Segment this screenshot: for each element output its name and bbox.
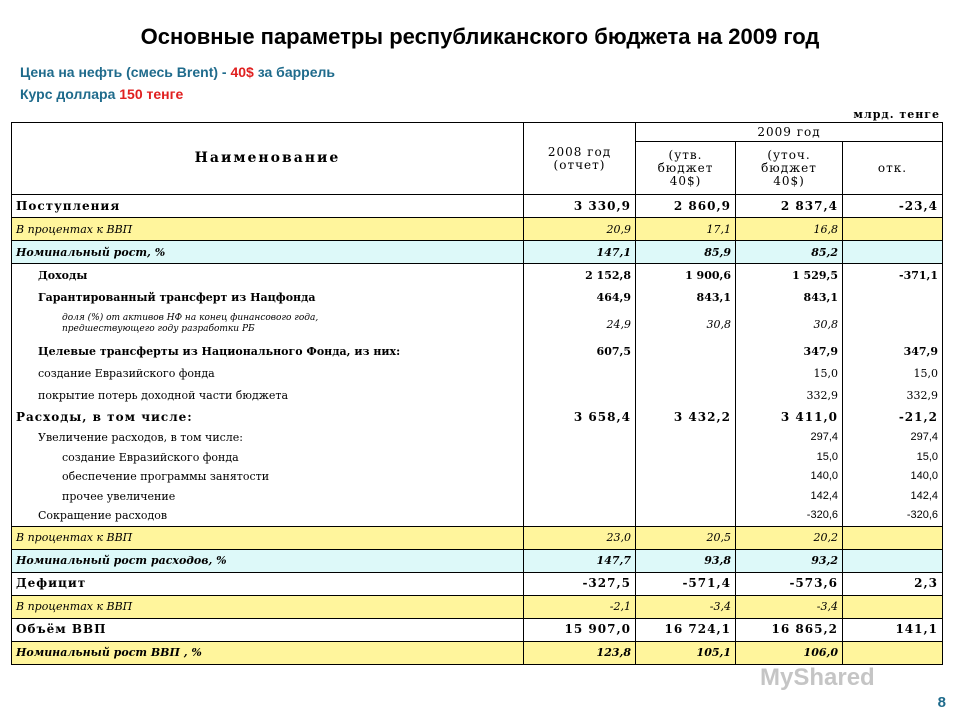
- table-row: Номинальный рост ВВП , % 123,8 105,1 106,0: [12, 641, 943, 664]
- watermark-logo: MyShared: [760, 664, 875, 691]
- header-revised: [736, 142, 843, 195]
- table-row: Объём ВВП 15 907,0 16 724,1 16 865,2 141,1: [12, 618, 943, 641]
- header-revised-l1: (уточ.: [767, 147, 811, 162]
- table-row: Увеличение расходов, в том числе: 297,4 297,4: [12, 428, 943, 448]
- header-approved-l3: 40$): [669, 173, 702, 188]
- header-approved-l1: (утв.: [668, 147, 703, 162]
- header-approved: [636, 142, 736, 195]
- page-number: 8: [937, 694, 946, 711]
- table-row: Сокращение расходов -320,6 -320,6: [12, 506, 943, 526]
- table-row: Дефицит -327,5 -571,4 -573,6 2,3: [12, 572, 943, 595]
- header-2008-year: 2008 год: [547, 144, 612, 159]
- table-row: создание Евразийского фонда 15,0 15,0: [12, 448, 943, 468]
- header-revised-l2: бюджет: [761, 160, 817, 175]
- header-revised-l3: 40$): [773, 173, 805, 188]
- header-2008-report: (отчет): [553, 157, 606, 172]
- exchange-rate-note: [20, 86, 183, 102]
- table-row: обеспечение программы занятости 140,0 140,0: [12, 467, 943, 487]
- header-2008: [524, 123, 636, 195]
- table-row: создание Евразийского фонда 15,0 15,0: [12, 362, 943, 384]
- share-line-1: доля (%) от активов НФ на конец финансового года,: [62, 313, 319, 323]
- table-row: Номинальный рост, % 147,1 85,9 85,2: [12, 241, 943, 264]
- oil-value: 40$: [230, 64, 254, 80]
- oil-prefix: Цена на нефть (смесь Brent) -: [20, 64, 231, 80]
- table-row: Номинальный рост расходов, % 147,7 93,8 93,2: [12, 549, 943, 572]
- budget-table: [11, 122, 943, 665]
- table-row: В процентах к ВВП 23,0 20,5 20,2: [12, 526, 943, 549]
- header-2009: 2009 год: [636, 123, 943, 142]
- share-line-2: предшествующего году разработки РБ: [62, 324, 255, 334]
- page-title: Основные параметры республиканского бюджета на 2009 год: [140, 24, 820, 49]
- table-row: В процентах к ВВП 20,9 17,1 16,8: [12, 218, 943, 241]
- table-row: Поступления 3 330,9 2 860,9 2 837,4 -23,4: [12, 195, 943, 218]
- header-deviation: отк.: [843, 142, 943, 195]
- table-row: доля (%) от активов НФ на конец финансового года, предшествующего году разработки РБ 24,9 30,8 30,8: [12, 308, 943, 340]
- units-label: млрд. тенге: [853, 108, 940, 121]
- table-row: В процентах к ВВП -2,1 -3,4 -3,4: [12, 595, 943, 618]
- oil-suffix: за баррель: [253, 64, 335, 80]
- header-approved-l2: бюджет: [657, 160, 714, 175]
- table-row: Расходы, в том числе: 3 658,4 3 432,2 3 411,0 -21,2: [12, 406, 943, 428]
- table-row: Гарантированный трансферт из Нацфонда 464,9 843,1 843,1: [12, 286, 943, 308]
- oil-price-note: [20, 64, 335, 80]
- fx-prefix: Курс доллара: [20, 86, 120, 102]
- fx-value: 150 тенге: [119, 86, 184, 102]
- table-row: покрытие потерь доходной части бюджета 332,9 332,9: [12, 384, 943, 406]
- table-row: Целевые трансферты из Национального Фонда, из них: 607,5 347,9 347,9: [12, 340, 943, 362]
- header-name: Наименование: [12, 123, 524, 195]
- table-row: прочее увеличение 142,4 142,4: [12, 487, 943, 507]
- table-row: Доходы 2 152,8 1 900,6 1 529,5 -371,1: [12, 264, 943, 287]
